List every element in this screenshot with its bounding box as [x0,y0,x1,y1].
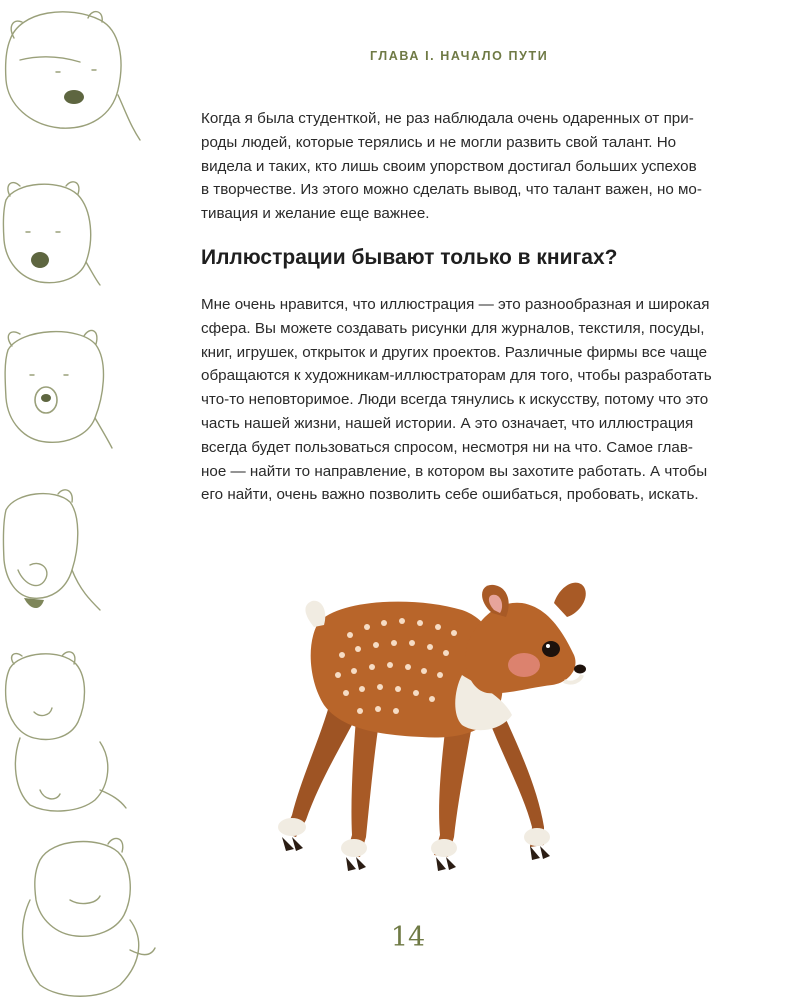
intro-paragraph [201,107,721,226]
margin-bear-sketches [0,0,160,1000]
text-line: часть нашей жизни, нашей истории. А это означает, что иллюстрация [201,414,694,432]
text-line: всегда будет пользоваться спросом, несмотря ни на что. Самое глав- [201,438,693,456]
text-line: его найти, очень важно позволить себе ошибаться, пробовать, искать. [201,486,699,504]
section-paragraph [201,293,721,507]
bear-sketch-6 [23,838,155,996]
fawn-illustration [262,565,602,885]
text-line: сфера. Вы можете создавать рисунки для журналов, текстиля, посуды, [201,319,705,337]
running-head: ГЛАВА I. НАЧАЛО ПУТИ [370,49,549,63]
bear-sketch-4 [3,490,100,610]
bear-sketch-2 [3,182,100,285]
text-line: Мне очень нравится, что иллюстрация — это разнообразная и широкая [201,296,710,313]
text-line: видела и таких, кто лишь своим упорством достигал больших успехов [201,157,697,175]
text-line: книг, игрушек, открыток и других проектов. Различные фирмы все чаще [201,343,708,361]
bear-sketch-1 [6,12,140,140]
text-line: в творчестве. Из этого можно сделать вывод, что талант важен, но мо- [201,181,702,199]
section-heading: Иллюстрации бывают только в книгах? [201,246,618,269]
page-number: 14 [390,922,426,953]
bear-sketch-3 [5,330,112,448]
bear-sketch-5 [6,652,126,811]
text-line: роды людей, которые терялись и не могли развить свой талант. Но [201,133,677,151]
text-line: Когда я была студенткой, не раз наблюдала очень одаренных от при- [201,110,694,127]
text-line: тивация и желание еще важнее. [201,205,430,223]
text-line: ное — найти то направление, в котором вы захотите работать. А чтобы [201,462,708,480]
text-line: что-то неповторимое. Люди всегда тянулись к искусству, потому что это [201,391,709,409]
text-line: обращаются к художникам-иллюстраторам для того, чтобы разработать [201,367,712,385]
